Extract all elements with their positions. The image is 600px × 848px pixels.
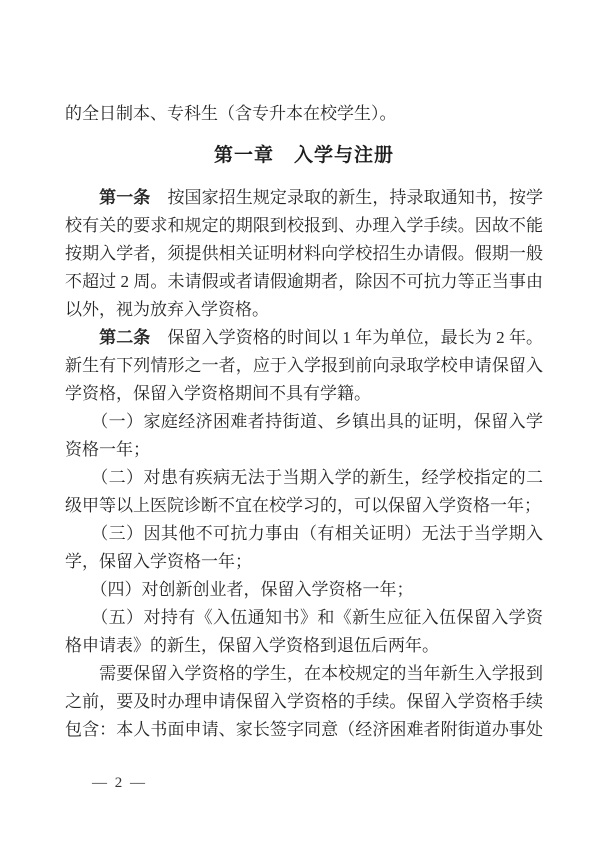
text-segment: 需要保留入学资格的学生，在本校规定的当年新生入学报到 [65,664,543,683]
text-line [65,240,543,268]
text-line [65,492,543,520]
text-line [65,268,543,296]
body-text [65,184,543,744]
page-number: — 2 — [92,775,147,791]
text-segment: 新生有下列情形之一者，应于入学报到前向录取学校申请保留入 [65,356,543,375]
continuation-text: 的全日制本、专科生（含专升本在校学生）。 [65,104,397,123]
text-segment: 以外，视为放弃入学资格。 [65,300,269,319]
text-line [65,408,543,436]
text-segment: 资格一年； [65,440,150,459]
text-line [65,380,543,408]
article-number: 第二条 [99,328,151,347]
text-segment: （二）对患有疾病无法于当期入学的新生，经学校指定的二 [65,468,543,487]
text-line [65,576,543,604]
text-segment: 包含：本人书面申请、家长签字同意（经济困难者附街道办事处 [65,720,543,739]
text-line [65,548,543,576]
text-line [65,520,543,548]
text-segment: 之前，要及时办理申请保留入学资格的手续。保留入学资格手续 [65,692,543,711]
text-segment: （四）对创新创业者，保留入学资格一年； [65,580,414,599]
page-content [65,100,543,744]
text-segment [65,328,99,347]
article-number: 第一条 [99,188,151,207]
text-segment: （三）因其他不可抗力事由（有相关证明）无法于当学期入 [65,524,543,543]
text-segment: 保留入学资格的时间以 1 年为单位，最长为 2 年。 [150,328,544,347]
text-line [65,296,543,324]
text-segment: 校有关的要求和规定的期限到校报到、办理入学手续。因故不能 [65,216,543,235]
text-segment: 格申请表》的新生，保留入学资格到退伍后两年。 [65,636,439,655]
text-line [65,660,543,688]
text-line [65,716,543,744]
text-segment: 按期入学者，须提供相关证明材料向学校招生办请假。假期一般 [65,244,543,263]
text-line [65,352,543,380]
text-line [65,604,543,632]
text-segment [65,188,99,207]
chapter-heading: 第一章 入学与注册 [213,145,394,166]
text-segment: （一）家庭经济困难者持街道、乡镇出具的证明，保留入学 [65,412,543,431]
text-segment: 按国家招生规定录取的新生，持录取通知书，按学 [150,188,544,207]
text-segment: 级甲等以上医院诊断不宜在校学习的，可以保留入学资格一年； [65,496,541,515]
text-segment: 学资格，保留入学资格期间不具有学籍。 [65,384,371,403]
text-segment: （五）对持有《入伍通知书》和《新生应征入伍保留入学资 [65,608,543,627]
text-line [65,688,543,716]
text-segment: 学，保留入学资格一年； [65,552,252,571]
text-line [65,324,543,352]
text-line [65,632,543,660]
text-line [65,464,543,492]
text-segment: 不超过 2 周。未请假或者请假逾期者，除因不可抗力等正当事由 [65,272,543,291]
text-line [65,212,543,240]
text-line [65,436,543,464]
text-line [65,184,543,212]
